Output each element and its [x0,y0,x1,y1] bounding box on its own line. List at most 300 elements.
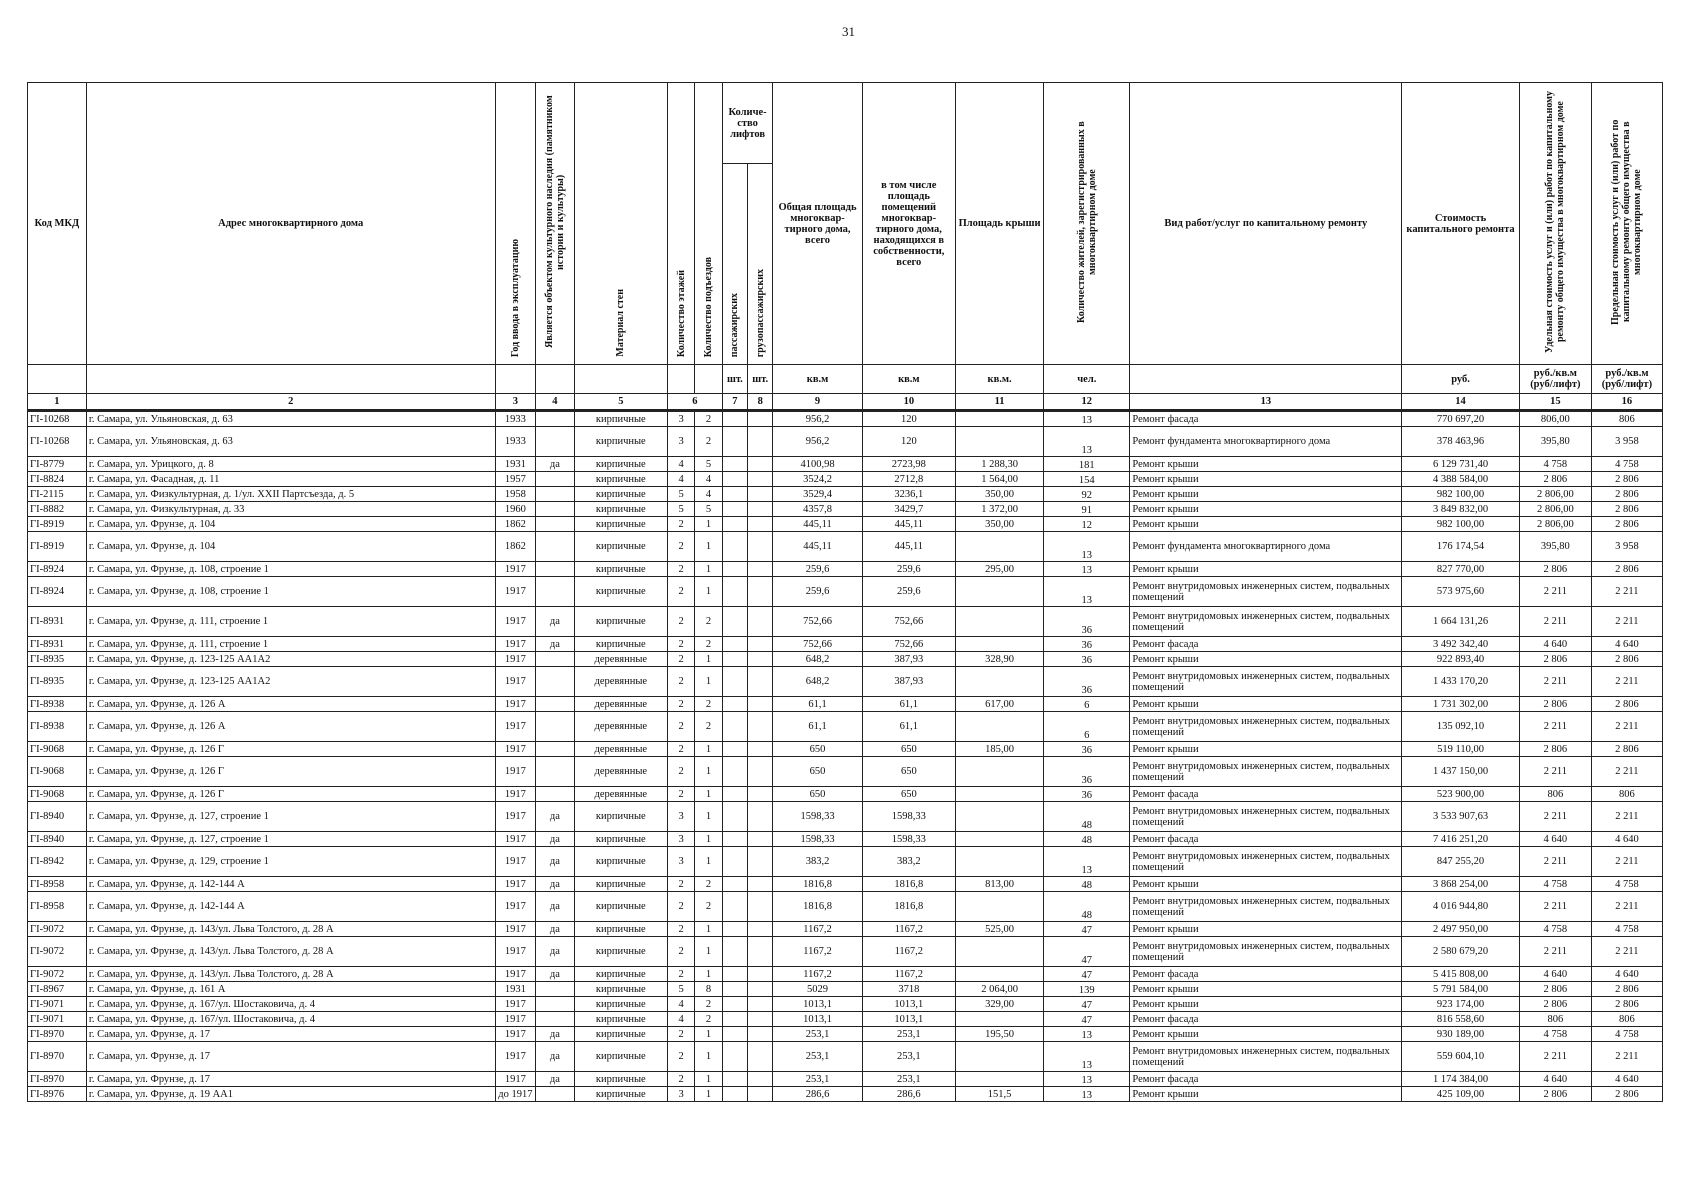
row-area-total: 4100,98 [773,457,862,472]
table-row [28,697,1663,712]
row-work-type: Ремонт фасада [1130,787,1402,802]
unit-people: чел. [1044,365,1130,394]
row-address: г. Самара, ул. Фрунзе, д. 123-125 АА1А2 [86,667,495,697]
row-heritage [536,787,575,802]
row-wall-material: деревянные [574,652,667,667]
row-entrances: 1 [695,517,722,532]
row-residents: 6 [1044,697,1130,712]
row-address: г. Самара, ул. Фрунзе, д. 104 [86,517,495,532]
table-row [28,637,1663,652]
row-year: 1917 [495,847,536,877]
row-year: 1917 [495,937,536,967]
row-entrances: 1 [695,922,722,937]
row-lifts-cargo [748,652,773,667]
row-lifts-passenger [722,577,747,607]
row-residents: 48 [1044,832,1130,847]
row-area-owned: 253,1 [862,1042,955,1072]
row-heritage [536,757,575,787]
row-roof-area [955,847,1043,877]
row-floors: 3 [667,1087,694,1102]
row-wall-material: кирпичные [574,802,667,832]
row-entrances: 1 [695,1027,722,1042]
row-year: 1917 [495,802,536,832]
row-code: ГІ-8824 [28,472,87,487]
row-area-total: 752,66 [773,607,862,637]
row-area-total: 648,2 [773,667,862,697]
row-max-cost: 2 806 [1591,487,1662,502]
row-lifts-passenger [722,922,747,937]
row-unit-cost: 4 640 [1519,967,1591,982]
row-floors: 2 [667,712,694,742]
row-year: 1917 [495,697,536,712]
row-year: 1960 [495,502,536,517]
row-roof-area [955,967,1043,982]
row-roof-area [955,577,1043,607]
row-lifts-cargo [748,922,773,937]
row-area-total: 650 [773,787,862,802]
row-heritage [536,532,575,562]
row-heritage [536,997,575,1012]
row-entrances: 2 [695,607,722,637]
row-heritage: да [536,922,575,937]
row-residents: 13 [1044,577,1130,607]
row-unit-cost: 2 211 [1519,667,1591,697]
row-area-total: 1167,2 [773,937,862,967]
row-unit-cost: 806,00 [1519,411,1591,427]
row-entrances: 1 [695,652,722,667]
row-address: г. Самара, ул. Физкультурная, д. 33 [86,502,495,517]
row-heritage: да [536,1027,575,1042]
row-unit-cost: 2 806 [1519,562,1591,577]
row-unit-cost: 2 806,00 [1519,487,1591,502]
row-area-total: 650 [773,757,862,787]
row-area-total: 253,1 [773,1027,862,1042]
row-area-owned: 1598,33 [862,832,955,847]
row-year: 1917 [495,1012,536,1027]
row-area-owned: 1013,1 [862,997,955,1012]
row-year: 1917 [495,607,536,637]
row-roof-area: 295,00 [955,562,1043,577]
row-work-type: Ремонт внутридомовых инженерных систем, подвальных помещений [1130,802,1402,832]
row-work-type: Ремонт фасада [1130,1012,1402,1027]
row-address: г. Самара, ул. Фрунзе, д. 143/ул. Льва Толстого, д. 28 А [86,922,495,937]
row-address: г. Самара, ул. Фрунзе, д. 104 [86,532,495,562]
row-entrances: 1 [695,802,722,832]
row-wall-material: кирпичные [574,937,667,967]
row-year: 1917 [495,757,536,787]
row-roof-area: 350,00 [955,517,1043,532]
column-number: 2 [86,394,495,411]
row-address: г. Самара, ул. Фрунзе, д. 108, строение 1 [86,577,495,607]
row-area-owned: 2723,98 [862,457,955,472]
table-row [28,607,1663,637]
row-work-type: Ремонт внутридомовых инженерных систем, подвальных помещений [1130,577,1402,607]
row-floors: 2 [667,697,694,712]
row-cost: 847 255,20 [1402,847,1520,877]
row-wall-material: деревянные [574,787,667,802]
column-number: 9 [773,394,862,411]
row-address: г. Самара, ул. Фрунзе, д. 129, строение 1 [86,847,495,877]
row-floors: 3 [667,832,694,847]
row-lifts-passenger [722,877,747,892]
row-wall-material: кирпичные [574,472,667,487]
row-wall-material: кирпичные [574,427,667,457]
row-wall-material: деревянные [574,757,667,787]
unit-rub: руб. [1402,365,1520,394]
row-unit-cost: 2 211 [1519,847,1591,877]
row-area-total: 650 [773,742,862,757]
row-entrances: 2 [695,712,722,742]
row-work-type: Ремонт крыши [1130,697,1402,712]
row-lifts-cargo [748,712,773,742]
row-cost: 559 604,10 [1402,1042,1520,1072]
row-area-owned: 387,93 [862,652,955,667]
row-work-type: Ремонт внутридомовых инженерных систем, подвальных помещений [1130,607,1402,637]
row-cost: 1 437 150,00 [1402,757,1520,787]
row-work-type: Ремонт фасада [1130,1072,1402,1087]
row-lifts-passenger [722,1087,747,1102]
row-heritage [536,667,575,697]
row-cost: 5 791 584,00 [1402,982,1520,997]
column-number: 14 [1402,394,1520,411]
row-entrances: 1 [695,577,722,607]
row-year: 1917 [495,667,536,697]
row-residents: 139 [1044,982,1130,997]
row-lifts-passenger [722,832,747,847]
row-year: 1917 [495,997,536,1012]
row-cost: 523 900,00 [1402,787,1520,802]
row-cost: 2 497 950,00 [1402,922,1520,937]
row-wall-material: деревянные [574,697,667,712]
row-roof-area [955,892,1043,922]
row-heritage: да [536,892,575,922]
row-unit-cost: 4 640 [1519,637,1591,652]
row-address: г. Самара, ул. Фрунзе, д. 17 [86,1042,495,1072]
row-roof-area: 1 372,00 [955,502,1043,517]
row-cost: 573 975,60 [1402,577,1520,607]
row-lifts-passenger [722,847,747,877]
row-floors: 2 [667,757,694,787]
row-lifts-passenger [722,637,747,652]
row-residents: 13 [1044,411,1130,427]
row-max-cost: 3 958 [1591,427,1662,457]
row-area-owned: 445,11 [862,517,955,532]
row-area-owned: 1167,2 [862,922,955,937]
row-code: ГІ-8967 [28,982,87,997]
row-address: г. Самара, ул. Фрунзе, д. 143/ул. Льва Толстого, д. 28 А [86,937,495,967]
row-area-total: 956,2 [773,411,862,427]
row-roof-area: 1 288,30 [955,457,1043,472]
row-year: 1917 [495,832,536,847]
row-cost: 519 110,00 [1402,742,1520,757]
row-lifts-cargo [748,757,773,787]
row-max-cost: 4 640 [1591,637,1662,652]
row-year: 1917 [495,892,536,922]
row-heritage: да [536,832,575,847]
table-row [28,1087,1663,1102]
row-cost: 2 580 679,20 [1402,937,1520,967]
row-code: ГІ-2115 [28,487,87,502]
unit-sqm-owned: кв.м [862,365,955,394]
table-header [28,83,1663,411]
row-area-total: 383,2 [773,847,862,877]
row-lifts-cargo [748,532,773,562]
row-floors: 2 [667,562,694,577]
row-heritage: да [536,877,575,892]
table-row [28,832,1663,847]
row-floors: 2 [667,1027,694,1042]
row-floors: 4 [667,457,694,472]
row-residents: 13 [1044,562,1130,577]
table-row [28,802,1663,832]
row-work-type: Ремонт крыши [1130,487,1402,502]
row-area-total: 1598,33 [773,802,862,832]
row-roof-area: 617,00 [955,697,1043,712]
row-year: 1933 [495,427,536,457]
column-number: 6 [667,394,722,411]
row-work-type: Ремонт крыши [1130,517,1402,532]
column-number: 10 [862,394,955,411]
row-work-type: Ремонт фундамента многоквартирного дома [1130,532,1402,562]
row-address: г. Самара, ул. Фрунзе, д. 111, строение 1 [86,607,495,637]
row-residents: 47 [1044,1012,1130,1027]
header-code: Код МКД [28,83,87,365]
table-row [28,787,1663,802]
row-year: 1917 [495,577,536,607]
row-roof-area [955,802,1043,832]
row-residents: 92 [1044,487,1130,502]
row-area-owned: 2712,8 [862,472,955,487]
row-wall-material: кирпичные [574,637,667,652]
row-code: ГІ-8938 [28,697,87,712]
row-area-owned: 286,6 [862,1087,955,1102]
table-row [28,411,1663,427]
row-wall-material: кирпичные [574,982,667,997]
row-residents: 36 [1044,757,1130,787]
table-row [28,757,1663,787]
row-wall-material: кирпичные [574,847,667,877]
row-lifts-cargo [748,562,773,577]
row-year: 1917 [495,637,536,652]
table-row [28,1012,1663,1027]
row-unit-cost: 2 211 [1519,757,1591,787]
column-number: 12 [1044,394,1130,411]
column-number: 15 [1519,394,1591,411]
row-code: ГІ-10268 [28,411,87,427]
row-work-type: Ремонт внутридомовых инженерных систем, подвальных помещений [1130,937,1402,967]
row-max-cost: 2 211 [1591,757,1662,787]
header-max-cost: Предельная стоимость услуг и (или) работ по капитальному ремонту общего имущества в многоквартирном доме [1591,83,1662,365]
row-address: г. Самара, ул. Фрунзе, д. 123-125 АА1А2 [86,652,495,667]
row-max-cost: 2 806 [1591,472,1662,487]
row-roof-area [955,787,1043,802]
row-entrances: 1 [695,967,722,982]
unit-rub-sqm-max: руб./кв.м (руб/лифт) [1591,365,1662,394]
row-entrances: 1 [695,832,722,847]
row-max-cost: 2 806 [1591,982,1662,997]
row-address: г. Самара, ул. Фрунзе, д. 167/ул. Шостаковича, д. 4 [86,997,495,1012]
row-entrances: 2 [695,427,722,457]
row-max-cost: 4 758 [1591,1027,1662,1042]
row-wall-material: кирпичные [574,997,667,1012]
column-number: 7 [722,394,747,411]
column-number: 3 [495,394,536,411]
unit-rub-sqm-unit: руб./кв.м (руб/лифт) [1519,365,1591,394]
row-unit-cost: 2 211 [1519,937,1591,967]
row-year: до 1917 [495,1087,536,1102]
row-address: г. Самара, ул. Фрунзе, д. 142-144 А [86,877,495,892]
row-cost: 1 433 170,20 [1402,667,1520,697]
row-heritage: да [536,637,575,652]
row-cost: 3 492 342,40 [1402,637,1520,652]
row-work-type: Ремонт крыши [1130,982,1402,997]
column-number: 1 [28,394,87,411]
row-residents: 12 [1044,517,1130,532]
row-residents: 36 [1044,787,1130,802]
row-work-type: Ремонт внутридомовых инженерных систем, подвальных помещений [1130,892,1402,922]
row-area-owned: 3429,7 [862,502,955,517]
row-wall-material: кирпичные [574,1012,667,1027]
row-lifts-cargo [748,517,773,532]
row-wall-material: кирпичные [574,967,667,982]
header-lifts-cargo: грузопассажирских [748,164,773,365]
row-area-owned: 1167,2 [862,937,955,967]
row-address: г. Самара, ул. Фрунзе, д. 17 [86,1027,495,1042]
table-row [28,487,1663,502]
row-lifts-passenger [722,457,747,472]
row-residents: 13 [1044,847,1130,877]
row-wall-material: кирпичные [574,487,667,502]
row-heritage [536,1087,575,1102]
row-residents: 13 [1044,1027,1130,1042]
table-row [28,967,1663,982]
row-cost: 6 129 731,40 [1402,457,1520,472]
row-max-cost: 4 640 [1591,832,1662,847]
row-lifts-cargo [748,1087,773,1102]
row-area-total: 956,2 [773,427,862,457]
row-wall-material: деревянные [574,667,667,697]
row-unit-cost: 2 806 [1519,697,1591,712]
row-entrances: 2 [695,411,722,427]
row-unit-cost: 2 211 [1519,577,1591,607]
row-entrances: 2 [695,1012,722,1027]
row-address: г. Самара, ул. Ульяновская, д. 63 [86,411,495,427]
row-area-total: 3529,4 [773,487,862,502]
row-area-owned: 1013,1 [862,1012,955,1027]
row-cost: 3 849 832,00 [1402,502,1520,517]
row-max-cost: 2 211 [1591,847,1662,877]
row-lifts-passenger [722,757,747,787]
row-address: г. Самара, ул. Фрунзе, д. 126 А [86,697,495,712]
row-area-total: 253,1 [773,1042,862,1072]
row-max-cost: 2 211 [1591,607,1662,637]
row-work-type: Ремонт фасада [1130,967,1402,982]
row-cost: 923 174,00 [1402,997,1520,1012]
row-entrances: 5 [695,457,722,472]
row-unit-cost: 4 758 [1519,1027,1591,1042]
row-work-type: Ремонт крыши [1130,652,1402,667]
table-row [28,652,1663,667]
row-entrances: 1 [695,787,722,802]
table-row [28,1027,1663,1042]
row-roof-area [955,427,1043,457]
row-roof-area [955,667,1043,697]
row-lifts-cargo [748,937,773,967]
row-lifts-passenger [722,427,747,457]
row-wall-material: кирпичные [574,1072,667,1087]
table-row [28,517,1663,532]
row-year: 1917 [495,967,536,982]
table-row [28,1042,1663,1072]
row-unit-cost: 395,80 [1519,427,1591,457]
row-heritage [536,411,575,427]
row-entrances: 1 [695,1042,722,1072]
row-cost: 930 189,00 [1402,1027,1520,1042]
row-residents: 47 [1044,997,1130,1012]
row-max-cost: 2 806 [1591,997,1662,1012]
row-area-total: 752,66 [773,637,862,652]
row-unit-cost: 2 211 [1519,712,1591,742]
row-code: ГІ-8919 [28,532,87,562]
row-wall-material: кирпичные [574,411,667,427]
column-numbers-row [28,394,1663,411]
page-number: 31 [842,24,855,39]
row-work-type: Ремонт крыши [1130,922,1402,937]
header-address: Адрес многоквартирного дома [86,83,495,365]
row-area-owned: 445,11 [862,532,955,562]
row-code: ГІ-10268 [28,427,87,457]
row-heritage [536,712,575,742]
row-heritage [536,472,575,487]
row-area-owned: 1816,8 [862,877,955,892]
row-wall-material: кирпичные [574,517,667,532]
row-area-total: 3524,2 [773,472,862,487]
row-lifts-passenger [722,997,747,1012]
row-heritage [536,697,575,712]
row-heritage: да [536,607,575,637]
row-floors: 2 [667,577,694,607]
row-area-owned: 650 [862,787,955,802]
row-lifts-cargo [748,502,773,517]
row-lifts-cargo [748,637,773,652]
header-year: Год ввода в эксплуатацию [495,83,536,365]
table-row [28,997,1663,1012]
row-area-owned: 387,93 [862,667,955,697]
row-lifts-cargo [748,982,773,997]
row-heritage: да [536,457,575,472]
row-entrances: 1 [695,532,722,562]
row-roof-area [955,637,1043,652]
table-row [28,712,1663,742]
row-lifts-passenger [722,802,747,832]
row-lifts-passenger [722,487,747,502]
row-work-type: Ремонт крыши [1130,457,1402,472]
row-entrances: 2 [695,637,722,652]
row-code: ГІ-9068 [28,742,87,757]
row-cost: 816 558,60 [1402,1012,1520,1027]
row-heritage [536,577,575,607]
row-residents: 13 [1044,1042,1130,1072]
row-max-cost: 4 640 [1591,967,1662,982]
row-work-type: Ремонт крыши [1130,877,1402,892]
row-unit-cost: 806 [1519,1012,1591,1027]
row-heritage [536,517,575,532]
row-heritage: да [536,802,575,832]
table-row [28,1072,1663,1087]
row-roof-area [955,937,1043,967]
row-area-total: 1013,1 [773,1012,862,1027]
row-address: г. Самара, ул. Фрунзе, д. 111, строение 1 [86,637,495,652]
